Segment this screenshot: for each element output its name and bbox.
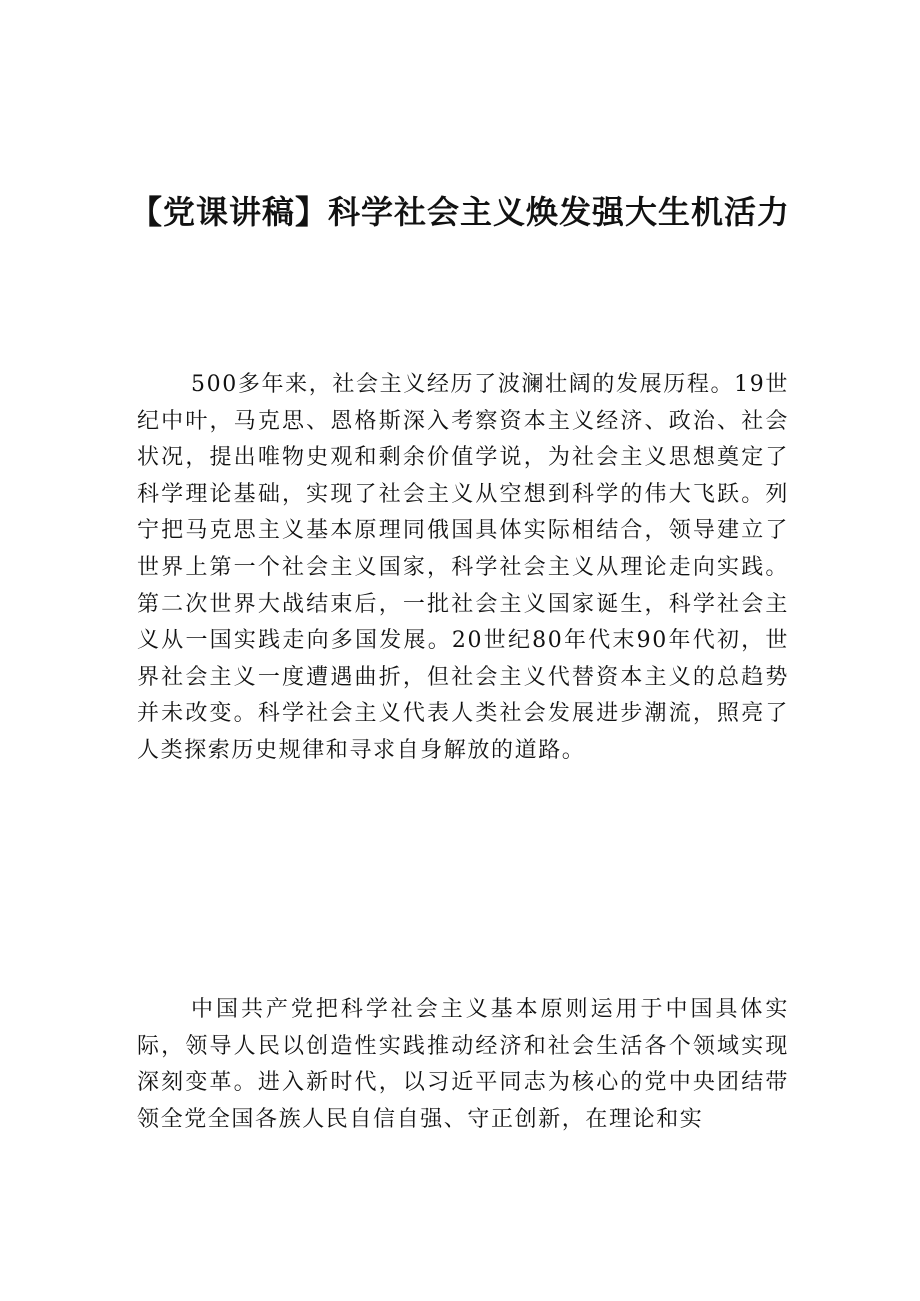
document-title: 【党课讲稿】科学社会主义焕发强大生机活力 <box>129 193 790 232</box>
body-paragraph-2: 中国共产党把科学社会主义基本原则运用于中国具体实际，领导人民以创造性实践推动经济和社会生活各个领域实现深刻变革。进入新时代，以习近平同志为核心的党中央团结带领全党全国各族人民自信自强、守正创新，在理论和实 <box>137 997 789 1132</box>
body-paragraph-1: 500多年来，社会主义经历了波澜壮阔的发展历程。19世纪中叶，马克思、恩格斯深入考察资本主义经济、政治、社会状况，提出唯物史观和剩余价值学说，为社会主义思想奠定了科学理论基础，实现了社会主义从空想到科学的伟大飞跃。列宁把马克思主义基本原理同俄国具体实际相结合，领导建立了世界上第一个社会主义国家，科学社会主义从理论走向实践。第二次世界大战结束后，一批社会主义国家诞生，科学社会主义从一国实践走向多国发展。20世纪80年代末90年代初，世界社会主义一度遭遇曲折，但社会主义代替资本主义的总趋势并未改变。科学社会主义代表人类社会发展进步潮流，照亮了人类探索历史规律和寻求自身解放的道路。 <box>137 372 789 763</box>
